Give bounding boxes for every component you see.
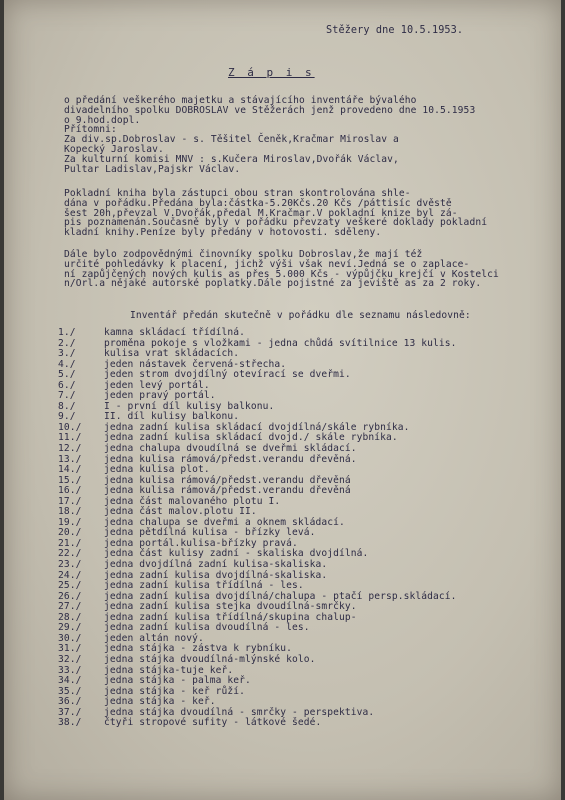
cashbook-line: kladní knihy.Peníze byly předány v hotovosti. sděleny. — [64, 227, 382, 239]
inventory-item-text: jedna zadní kulisa dvojdílná-skaliska. — [104, 569, 328, 581]
inventory-item-text: jedna zadní kulisa třídílná - les. — [104, 580, 304, 592]
inventory-item-number: 37./ — [58, 706, 82, 718]
debts-line: Dále bylo zodpovědnými činovníky spolku Dobroslav,že mají též — [64, 249, 423, 260]
inventory-item-number: 10./ — [58, 421, 82, 433]
inventory-item-number: 36./ — [58, 696, 82, 708]
inventory-item-number: 33./ — [58, 664, 82, 676]
inventory-item-text: čtyři stropové sufity - látkové šedé. — [104, 717, 322, 729]
inventory-item-number: 27./ — [58, 601, 82, 613]
inventory-item-number: 20./ — [58, 527, 82, 539]
cashbook-paragraph — [64, 189, 554, 238]
inventory-item-number: 25./ — [58, 580, 82, 592]
intro-line: Přítomni: — [64, 124, 117, 136]
inventory-item-number: 31./ — [58, 643, 82, 655]
cashbook-line: pis poznamenán.Současně byly v pořádku převzaty veškeré doklady pokladní — [64, 217, 488, 229]
intro-line: Za div.sp.Dobroslav - s. Těšitel Čeněk,Kračmar Miroslav a — [64, 134, 399, 146]
inventory-item-text: jedna část malovaného plotu I. — [104, 495, 281, 507]
inventory-item-text: jedna pětdílná kulisa - břízky levá. — [104, 527, 316, 539]
inventory-item-text: I - první díl kulisy balkonu. — [104, 400, 275, 412]
intro-line: Kopecký Jaroslav. — [64, 143, 164, 155]
inventory-item-number: 15./ — [58, 474, 82, 486]
inventory-item-number: 22./ — [58, 548, 82, 560]
inventory-item-text: jedna stájka - palma keř. — [104, 675, 251, 687]
inventory-item-number: 18./ — [58, 506, 82, 518]
inventory-item-text: jeden levý portál. — [104, 379, 210, 391]
intro-paragraph — [64, 96, 554, 174]
inventory-item-text: jedna stájka dvoudílná - smrčky - perspektiva. — [104, 706, 375, 718]
inventory-item-number: 13./ — [58, 453, 82, 465]
inventory-item-text: kulisa vrat skládacích. — [104, 348, 240, 360]
inventory-item-number: 26./ — [58, 590, 82, 602]
inventory-item-text: jeden pravý portál. — [104, 390, 216, 402]
document-date: Stěžery dne 10.5.1953. — [326, 25, 464, 36]
inventory-intro: Inventář předán skutečně v pořádku dle seznamu následovně: — [130, 310, 471, 321]
inventory-item-number: 6./ — [58, 379, 76, 391]
inventory-item-number: 24./ — [58, 569, 82, 581]
inventory-item-text: jedna stájka dvoudílná-mlýnské kolo. — [104, 653, 316, 665]
cashbook-line: šest 20h,převzal V.Dvořák,předal M.Kračmar.V pokladní knize byl zá- — [64, 207, 458, 219]
inventory-item-text: jedna zadní kulisa skládací dvojd./ skále rybníka. — [104, 432, 398, 444]
inventory-item-text: jedna stájka-tuje keř. — [104, 664, 234, 676]
cashbook-line: dána v pořádku.Předána byla:částka-5.20Kčs.20 Kčs /páttisíc dvěstě — [64, 197, 452, 209]
intro-line: divadelního spolku DOBROSLAV ve Stěžerách jenž provedeno dne 10.5.1953 — [64, 104, 476, 116]
inventory-item-number: 35./ — [58, 685, 82, 697]
inventory-item-text: jedna část malov.plotu II. — [104, 506, 257, 518]
intro-line: o 9.hod.dopl. — [64, 114, 141, 126]
inventory-item-text: jedna stájka - keř růží. — [104, 685, 246, 697]
debts-line: ní zapůjčených nových kulis as přes 5.000 Kčs - výpůjčku krejčí v Kostelci — [64, 268, 499, 280]
inventory-item-text: jedna zadní kulisa dvojdílná/chalupa - ptačí persp.skládací. — [104, 590, 457, 602]
inventory-item-number: 19./ — [58, 516, 82, 528]
inventory-item-text: jedna zadní kulisa dvoudílná - les. — [104, 622, 310, 634]
inventory-item-number: 11./ — [58, 432, 82, 444]
inventory-item-text: kamna skládací třídílná. — [104, 327, 246, 338]
inventory-item-text: jedna stájka - keř. — [104, 696, 216, 708]
inventory-item-number: 14./ — [58, 464, 82, 476]
inventory-item-number: 29./ — [58, 622, 82, 634]
inventory-item-text: jedna stájka - zástva k rybníku. — [104, 643, 293, 655]
inventory-item-text: jeden nástavek červená-střecha. — [104, 358, 287, 370]
inventory-item-text: jedna kulisa rámová/předst.verandu dřevěná. — [104, 453, 357, 465]
inventory-item — [58, 718, 558, 729]
inventory-item-text: jedna část kulisy zadní - skaliska dvojdílná. — [104, 548, 369, 560]
inventory-item-number: 4./ — [58, 358, 76, 370]
cashbook-line: Pokladní kniha byla zástupci obou stran skontrolována shle- — [64, 188, 411, 199]
inventory-item-text: jedna zadní kulisa stejka dvoudílná-smrčky. — [104, 601, 357, 613]
inventory-item-number: 32./ — [58, 653, 82, 665]
intro-line: Pultar Ladislav,Pajskr Václav. — [64, 163, 241, 175]
inventory-item-text: II. díl kulisy balkonu. — [104, 411, 240, 423]
inventory-item-text: jeden strom dvojdílný otevírací se dveřmi. — [104, 369, 351, 381]
inventory-item-number: 21./ — [58, 537, 82, 549]
inventory-item-text: jedna chalupa dvoudílná se dveřmi skládací. — [104, 443, 357, 455]
inventory-item-number: 8./ — [58, 400, 76, 412]
inventory-item-text: jedna kulisa plot. — [104, 464, 210, 476]
inventory-item-text: jedna kulisa rámová/předst.verandu dřevěná — [104, 485, 351, 497]
inventory-item-number: 12./ — [58, 443, 82, 455]
debts-paragraph — [64, 250, 554, 289]
inventory-item-number: 1./ — [58, 327, 76, 338]
debts-line: určité pohledávky k placení, jichž výši však neví.Jedná se o zaplace- — [64, 258, 470, 270]
inventory-item-number: 38./ — [58, 717, 82, 729]
intro-line: o předání veškerého majetku a stávajícího inventáře bývalého — [64, 95, 417, 106]
inventory-item-number: 30./ — [58, 632, 82, 644]
inventory-item-text: jedna dvojdílná zadní kulisa-skaliska. — [104, 559, 328, 571]
intro-line: Za kulturní komisi MNV : s.Kučera Miroslav,Dvořák Václav, — [64, 153, 399, 165]
inventory-item-number: 3./ — [58, 348, 76, 360]
inventory-item-number: 34./ — [58, 675, 82, 687]
inventory-list — [58, 328, 558, 729]
inventory-item-number: 17./ — [58, 495, 82, 507]
inventory-item-text: jedna kulisa rámová/předst.verandu dřevěná — [104, 474, 351, 486]
inventory-item-number: 28./ — [58, 611, 82, 623]
inventory-item-number: 7./ — [58, 390, 76, 402]
document-page — [4, 0, 561, 800]
inventory-item-number: 16./ — [58, 485, 82, 497]
inventory-item-number: 23./ — [58, 559, 82, 571]
inventory-item-number: 9./ — [58, 411, 76, 423]
inventory-item-text: proměna pokoje s vložkami - jedna chůdá svítilnice 13 kulis. — [104, 337, 457, 349]
inventory-item-number: 5./ — [58, 369, 76, 381]
document-title: Z á p i s — [228, 66, 315, 79]
inventory-item-text: jedna zadní kulisa skládací dvojdílná/skále rybníka. — [104, 421, 410, 433]
debts-line: n/Orl.a nějaké autorské poplatky.Dále pojistné za jeviště as za 2 roky. — [64, 278, 482, 290]
inventory-item-text: jeden altán nový. — [104, 632, 204, 644]
inventory-item-text: jedna chalupa se dveřmi a oknem skládací. — [104, 516, 345, 528]
inventory-item-text: jedna portál.kulisa-břízky pravá. — [104, 537, 298, 549]
inventory-item-number: 2./ — [58, 337, 76, 349]
inventory-item-text: jedna zadní kulisa třídílná/skupina chalup- — [104, 611, 357, 623]
